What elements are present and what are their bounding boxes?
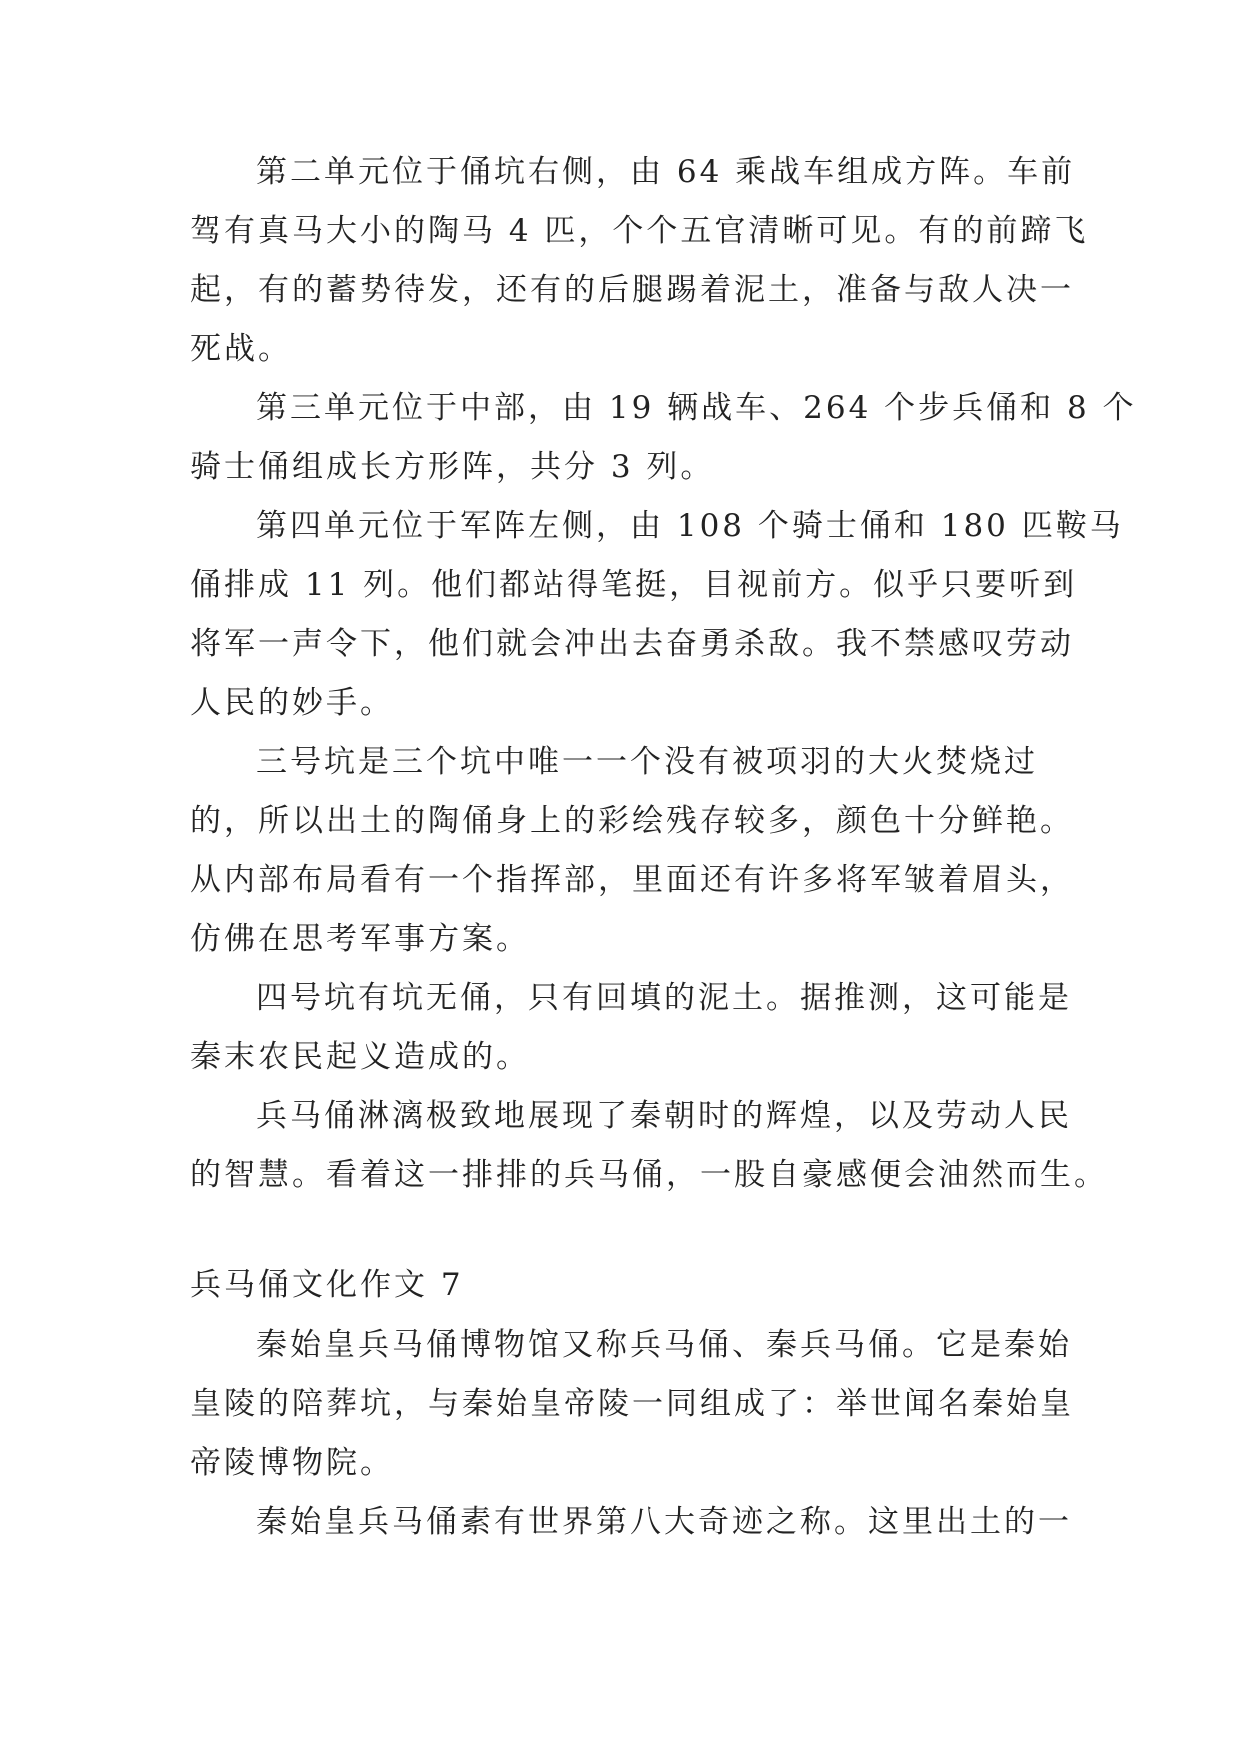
text-line: 第二单元位于俑坑右侧，由 64 乘战车组成方阵。车前: [256, 154, 1076, 190]
text-line: 起，有的蓄势待发，还有的后腿踢着泥土，准备与敌人决一: [190, 272, 1074, 308]
text-line: 将军一声令下，他们就会冲出去奋勇杀敌。我不禁感叹劳动: [190, 626, 1074, 662]
text-line: 骑士俑组成长方形阵，共分 3 列。: [190, 449, 715, 485]
text-line: 皇陵的陪葬坑，与秦始皇帝陵一同组成了：举世闻名秦始皇: [190, 1386, 1074, 1422]
text-line: 三号坑是三个坑中唯一一个没有被项羽的大火焚烧过: [256, 744, 1038, 780]
section-heading: 兵马俑文化作文 7: [190, 1267, 464, 1303]
text-line: 俑排成 11 列。他们都站得笔挺，目视前方。似乎只要听到: [190, 567, 1078, 603]
text-line: 秦始皇兵马俑博物馆又称兵马俑、秦兵马俑。它是秦始: [256, 1327, 1072, 1363]
text-line: 兵马俑淋漓极致地展现了秦朝时的辉煌，以及劳动人民: [256, 1098, 1072, 1134]
text-line: 死战。: [190, 331, 292, 367]
text-line: 的，所以出土的陶俑身上的彩绘残存较多，颜色十分鲜艳。: [190, 803, 1074, 839]
text-line: 驾有真马大小的陶马 4 匹，个个五官清晰可见。有的前蹄飞: [190, 213, 1089, 249]
text-line: 四号坑有坑无俑，只有回填的泥土。据推测，这可能是: [256, 980, 1072, 1016]
text-line: 仿佛在思考军事方案。: [190, 921, 530, 957]
text-line: 第三单元位于中部，由 19 辆战车、264 个步兵俑和 8 个: [256, 390, 1137, 426]
text-line: 秦末农民起义造成的。: [190, 1039, 530, 1075]
text-line: 秦始皇兵马俑素有世界第八大奇迹之称。这里出土的一: [256, 1504, 1072, 1540]
text-line: 的智慧。看着这一排排的兵马俑，一股自豪感便会油然而生。: [190, 1157, 1108, 1193]
text-line: 第四单元位于军阵左侧，由 108 个骑士俑和 180 匹鞍马: [256, 508, 1124, 544]
text-line: 人民的妙手。: [190, 685, 394, 721]
text-line: 帝陵博物院。: [190, 1445, 394, 1481]
text-line: 从内部布局看有一个指挥部，里面还有许多将军皱着眉头，: [190, 862, 1074, 898]
